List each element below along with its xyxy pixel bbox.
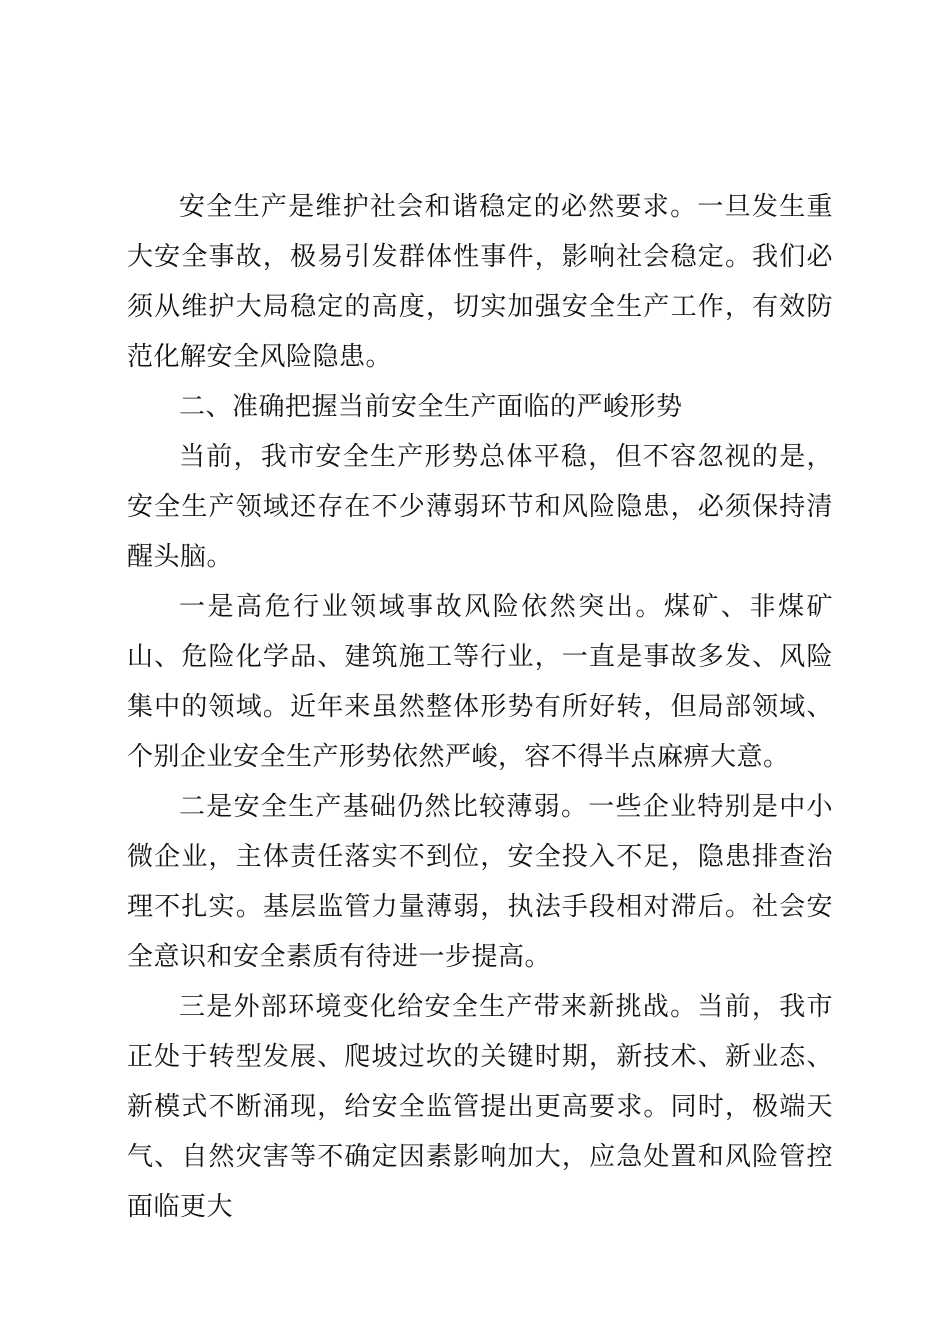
paragraph-social-stability: 安全生产是维护社会和谐稳定的必然要求。一旦发生重大安全事故，极易引发群体性事件，影响社会稳定。我们必须从维护大局稳定的高度，切实加强安全生产工作，有效防范化解安全风险隐患。 [127, 192, 833, 372]
paragraph-external-challenges: 三是外部环境变化给安全生产带来新挑战。当前，我市正处于转型发展、爬坡过坎的关键时期，新技术、新业态、新模式不断涌现，给安全监管提出更高要求。同时，极端天气、自然灾害等不确定因素影响加大，应急处置和风险管控面临更大 [127, 992, 833, 1222]
paragraph-weak-foundation: 二是安全生产基础仍然比较薄弱。一些企业特别是中小微企业，主体责任落实不到位，安全投入不足，隐患排查治理不扎实。基层监管力量薄弱，执法手段相对滞后。社会安全意识和安全素质有待进一步提高。 [127, 792, 833, 972]
paragraph-high-risk-industries: 一是高危行业领域事故风险依然突出。煤矿、非煤矿山、危险化学品、建筑施工等行业，一直是事故多发、风险集中的领域。近年来虽然整体形势有所好转，但局部领域、个别企业安全生产形势依然严峻，容不得半点麻痹大意。 [127, 592, 833, 772]
paragraph-current-situation: 当前，我市安全生产形势总体平稳，但不容忽视的是，安全生产领域还存在不少薄弱环节和风险隐患，必须保持清醒头脑。 [127, 442, 833, 572]
document-body [127, 182, 833, 1232]
section-heading-two: 二、准确把握当前安全生产面临的严峻形势 [179, 392, 683, 422]
